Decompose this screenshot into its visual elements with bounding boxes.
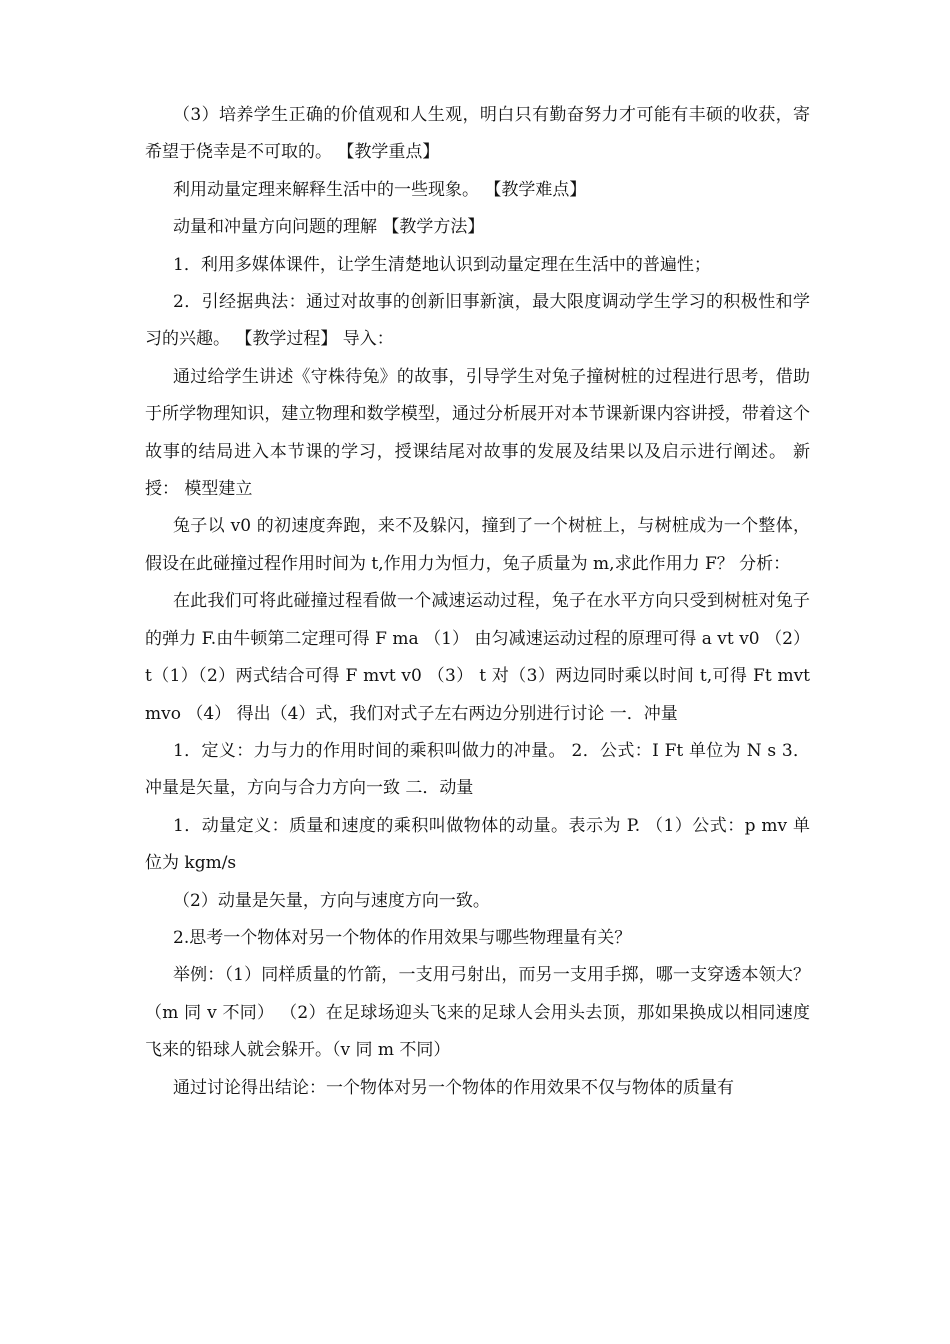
paragraph-think: 2.思考一个物体对另一个物体的作用效果与哪些物理量有关？ bbox=[173, 927, 632, 948]
paragraph-difficulty: 动量和冲量方向问题的理解 【教学方法】 bbox=[173, 217, 485, 238]
paragraph-method-1: 1．利用多媒体课件，让学生清楚地认识到动量定理在生活中的普遍性； bbox=[173, 254, 711, 275]
paragraph-model: 兔子以 v0 的初速度奔跑，来不及躲闪，撞到了一个树桩上，与树桩成为一个整体，假设在此碰撞过程作用时间为 t,作用力为恒力，兔子质量为 m,求此作用力 F？ 分析： bbox=[145, 516, 810, 574]
paragraph-examples: 举例：（1）同样质量的竹箭，一支用弓射出，而另一支用手掷，哪一支穿透本领大？（m 同 v 不同） （2）在足球场迎头飞来的足球人会用头去顶，那如果换成以相同速度飞来的铅球人就会躲开。（v 同 m 不同） bbox=[145, 965, 810, 1061]
paragraph-conclusion: 通过讨论得出结论：一个物体对另一个物体的作用效果不仅与物体的质量有 bbox=[173, 1077, 734, 1098]
document-page bbox=[145, 97, 810, 1107]
paragraph-impulse: 1．定义：力与力的作用时间的乘积叫做力的冲量。 2．公式：I Ft 单位为 N s 3．冲量是矢量，方向与合力方向一致 二．动量 bbox=[145, 740, 810, 799]
paragraph-momentum-vector: （2）动量是矢量，方向与速度方向一致。 bbox=[173, 890, 490, 911]
paragraph-goal-3: （3）培养学生正确的价值观和人生观，明白只有勤奋努力才可能有丰硕的收获，寄希望于侥幸是不可取的。 【教学重点】 bbox=[145, 105, 810, 163]
paragraph-analysis: 在此我们可将此碰撞过程看做一个减速运动过程，兔子在水平方向只受到树桩对兔子的弹力 F.由牛顿第二定理可得 F ma （1） 由匀减速运动过程的原理可得 a vt v0 （2） t（1）（2）两式结合可得 F mvt v0 （3） t 对（3）两边同时乘以时间 t,可得 Ft mvt mvo （4） 得出（4）式，我们对式子左右两边分别进行讨论 一．冲量 bbox=[145, 591, 810, 724]
paragraph-momentum-definition: 1．动量定义：质量和速度的乘积叫做物体的动量。表示为 P. （1）公式：p mv 单位为 kgm/s bbox=[145, 815, 810, 874]
paragraph-key-point: 利用动量定理来解释生活中的一些现象。 【教学难点】 bbox=[173, 179, 587, 200]
paragraph-method-2: 2．引经据典法：通过对故事的创新旧事新演，最大限度调动学生学习的积极性和学习的兴趣。 【教学过程】 导入： bbox=[145, 292, 810, 350]
paragraph-introduction: 通过给学生讲述《守株待兔》的故事，引导学生对兔子撞树桩的过程进行思考，借助于所学物理知识，建立物理和数学模型，通过分析展开对本节课新课内容讲授，带着这个故事的结局进入本节课的学习，授课结尾对故事的发展及结果以及启示进行阐述。 新授： 模型建立 bbox=[145, 366, 810, 500]
